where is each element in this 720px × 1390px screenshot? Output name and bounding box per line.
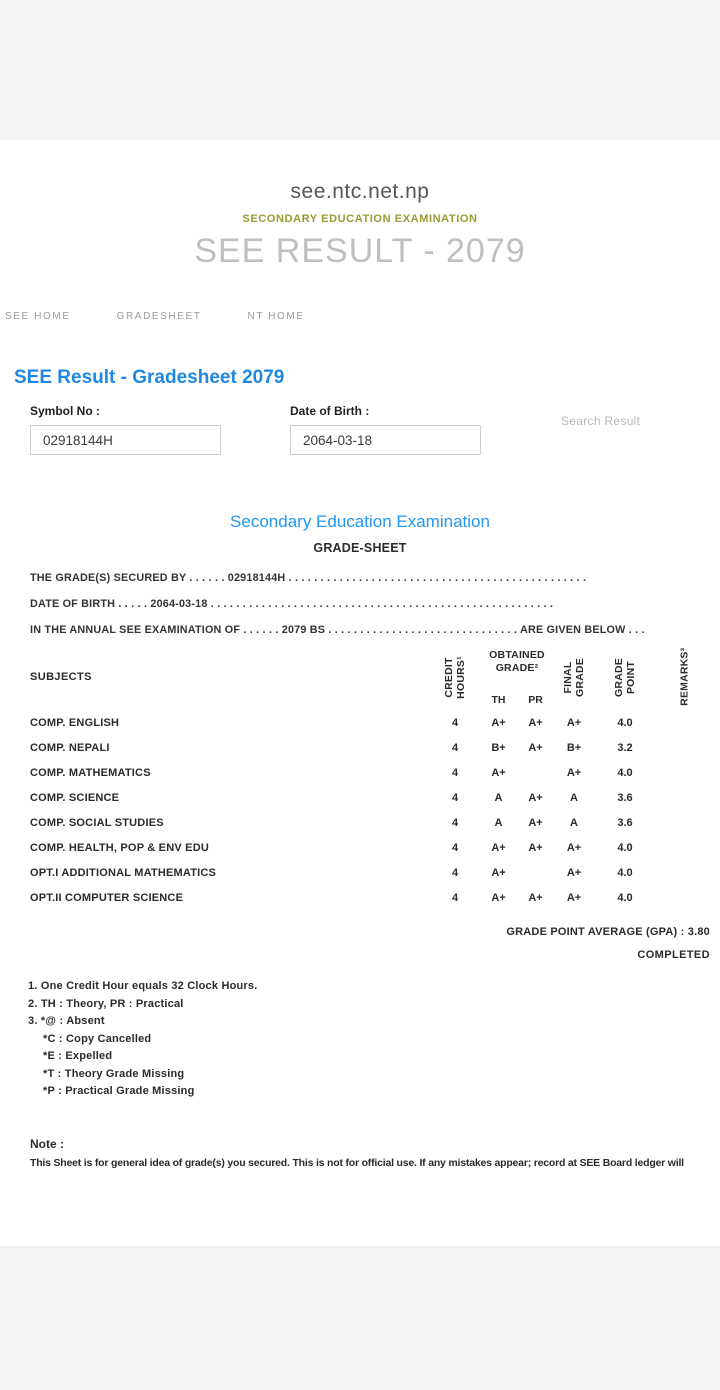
statement-date-of-birth: DATE OF BIRTH . . . . . 2064-03-18 . . . . . . . . . . . . . . . . . . . . . . . . . . . . . . . . . . . . . . . . . . . . . . . . . . . . . . [30,598,554,610]
table-row [30,861,714,886]
final-grade-value: A+ [566,867,582,879]
credit-hours-value: 4 [451,842,459,854]
footnote-2: 2. TH : Theory, PR : Practical [28,997,184,1010]
pr-grade-value: A+ [528,742,543,754]
col-gp-line1: GRADE [612,657,625,697]
grade-point-value: 3.6 [617,792,633,804]
remarks-value [656,811,714,836]
subject-name: COMP. ENGLISH [30,717,120,729]
grade-point-value: 4.0 [617,842,633,854]
credit-hours-value: 4 [451,817,459,829]
remarks-value [656,886,714,911]
footnote-expelled: *E : Expelled [43,1050,113,1062]
col-remarks [656,643,714,711]
subject-name: OPT.I ADDITIONAL MATHEMATICS [30,867,217,879]
grade-table [30,643,714,911]
grade-point-value: 4.0 [617,892,633,904]
final-grade-value: A [570,792,578,804]
subject-name: COMP. NEPALI [30,742,110,754]
pr-grade-value: A+ [528,817,543,829]
th-grade-value: A [494,792,503,804]
remarks-value [656,861,714,886]
top-nav [0,311,720,322]
remarks-value [656,786,714,811]
subject-name: OPT.II COMPUTER SCIENCE [30,892,184,904]
final-grade-value: A+ [566,842,582,854]
footnote-1: 1. One Credit Hour equals 32 Clock Hours. [28,980,258,992]
pr-grade-value [517,861,554,886]
pr-grade-value: A+ [528,717,543,729]
table-row [30,886,714,911]
table-row [30,786,714,811]
th-grade-value: A+ [491,717,506,729]
credit-hours-value: 4 [451,892,459,904]
gradesheet-statements [30,565,690,643]
col-obtained-line1: OBTAINED [489,649,545,661]
search-form [30,404,720,455]
col-th: TH [491,694,506,706]
col-remarks-line1: REMARKS³ [678,647,691,707]
grade-point-value: 3.6 [617,817,633,829]
statement-examination-of: IN THE ANNUAL SEE EXAMINATION OF . . . . . . 2079 BS . . . . . . . . . . . . . . . . . . . . . . . . . . . . . . ARE GIVEN BELOW . . . [30,624,645,636]
grade-table-header [30,643,714,711]
subject-name: COMP. SCIENCE [30,792,120,804]
final-grade-value: A [570,817,578,829]
remarks-value [656,711,714,736]
subject-name: COMP. HEALTH, POP & ENV EDU [30,842,209,854]
final-grade-value: A+ [566,892,582,904]
pr-grade-value: A+ [528,842,543,854]
table-row [30,711,714,736]
col-obtained-grade [480,643,554,711]
footnote-practical-missing: *P : Practical Grade Missing [43,1085,195,1097]
footnote-3: 3. *@ : Absent [28,1015,105,1027]
footnotes [28,978,720,1101]
credit-hours-value: 4 [451,717,459,729]
footnote-theory-missing: *T : Theory Grade Missing [43,1067,185,1080]
final-grade-value: B+ [566,742,582,754]
th-grade-value: A+ [491,867,506,879]
content-sheet [0,140,720,1246]
final-grade-value: A+ [566,717,582,729]
final-grade-value: A+ [566,767,582,779]
credit-hours-value: 4 [451,742,459,754]
dob-input[interactable] [290,425,481,455]
th-grade-value: A+ [491,767,506,779]
page-title: SEE Result - Gradesheet 2079 [14,367,285,388]
th-grade-value: A+ [491,842,506,854]
nav-see-home[interactable]: SEE HOME [5,311,71,322]
banner-title: SEE RESULT - 2079 [194,232,526,270]
search-result-button[interactable]: Search Result [561,414,641,428]
th-grade-value: B+ [491,742,506,754]
nav-gradesheet[interactable]: GRADESHEET [116,311,202,322]
status-completed: COMPLETED [637,949,710,961]
gradesheet-title: Secondary Education Examination [230,512,490,531]
symbol-input[interactable] [30,425,221,455]
pr-grade-value: A+ [528,792,543,804]
dob-label: Date of Birth : [290,404,370,418]
note-label: Note : [30,1136,64,1151]
statement-secured-by: THE GRADE(S) SECURED BY . . . . . . 02918144H . . . . . . . . . . . . . . . . . . . . . . . . . . . . . . . . . . . . . . . . . . . . . . . [30,572,587,584]
col-final-line1: FINAL [561,661,574,693]
credit-hours-value: 4 [451,792,459,804]
gpa-line: GRADE POINT AVERAGE (GPA) : 3.80 [506,926,710,938]
remarks-value [656,736,714,761]
th-grade-value: A+ [491,892,506,904]
th-grade-value: A [494,817,503,829]
dob-field-group [290,404,481,455]
grade-point-value: 4.0 [617,767,633,779]
col-final-line2: GRADE [572,657,585,697]
table-row [30,836,714,861]
col-subjects: SUBJECTS [30,671,92,683]
subject-name: COMP. MATHEMATICS [30,767,151,779]
grade-point-value: 4.0 [617,717,633,729]
credit-hours-value: 4 [451,767,459,779]
subject-name: COMP. SOCIAL STUDIES [30,817,164,829]
table-row [30,761,714,786]
col-gp-line2: POINT [623,660,636,694]
symbol-label: Symbol No : [30,404,101,418]
col-pr: PR [528,694,543,706]
footnote-copy-cancelled: *C : Copy Cancelled [43,1032,152,1045]
symbol-field-group [30,404,221,455]
site-banner [0,140,720,271]
remarks-value [656,836,714,861]
site-subtitle: SECONDARY EDUCATION EXAMINATION [242,213,478,225]
col-final-grade [554,643,594,711]
pr-grade-value: A+ [528,892,543,904]
col-grade-point [594,643,656,711]
note-text: This Sheet is for general idea of grade(s) you secured. This is not for official use. If any mistakes appear; record at SEE Board ledger will [30,1156,684,1169]
remarks-value [656,761,714,786]
col-credit-line1: CREDIT [442,656,455,698]
gradesheet-subtitle: GRADE-SHEET [313,541,407,555]
col-credit-line2: HOURS¹ [454,655,466,699]
table-row [30,736,714,761]
grade-point-value: 4.0 [617,867,633,879]
credit-hours-value: 4 [451,867,459,879]
nav-nt-home[interactable]: NT HOME [247,311,305,322]
pr-grade-value [517,761,554,786]
site-title: see.ntc.net.np [290,180,430,203]
col-obtained-line2: GRADE² [495,662,539,674]
col-credit-hours [430,643,480,711]
grade-point-value: 3.2 [617,742,633,754]
table-row [30,811,714,836]
